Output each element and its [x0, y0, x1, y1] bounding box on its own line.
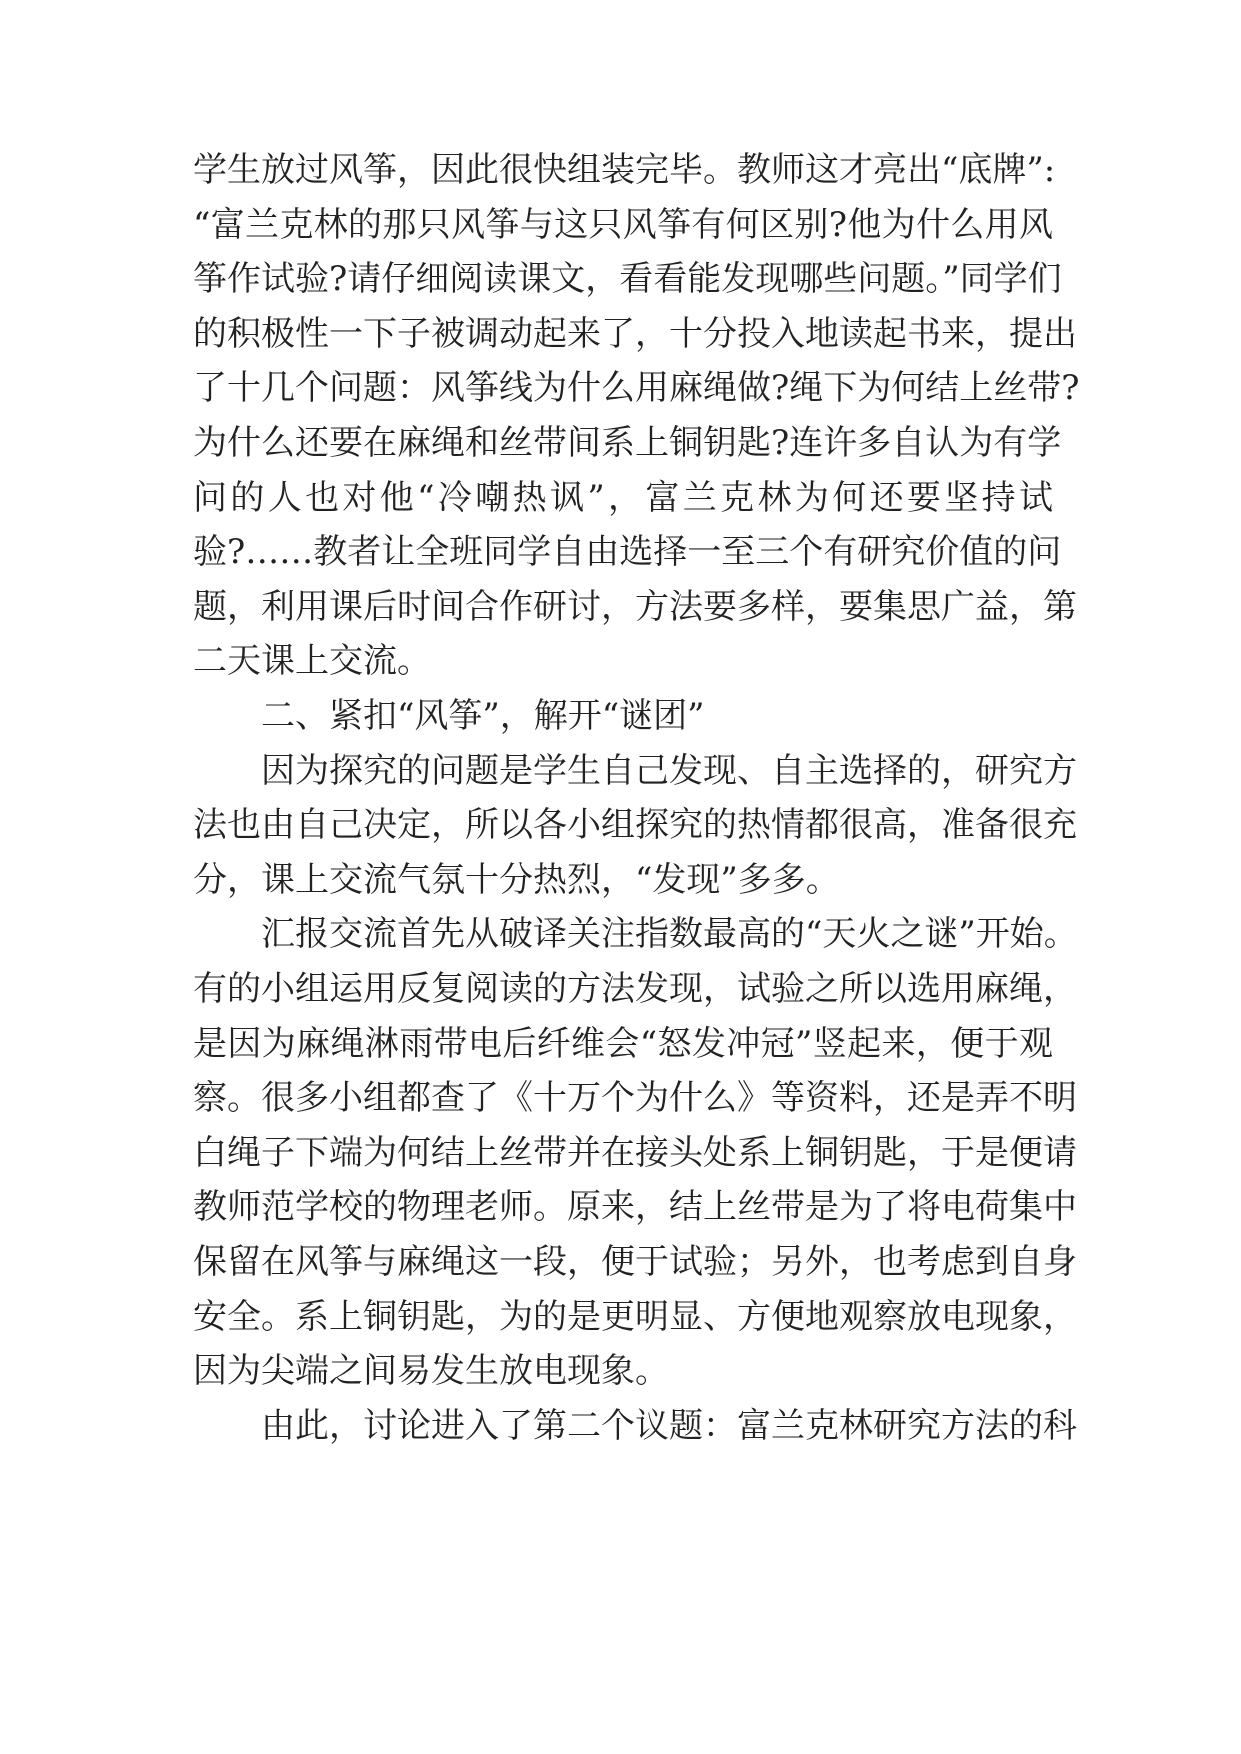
- paragraph-line: “富兰克林的那只风筝与这只风筝有何区别?他为什么用风: [193, 205, 1053, 245]
- paragraph-line: 察。很多小组都查了《十万个为什么》等资料，还是弄不明: [193, 1078, 1077, 1118]
- paragraph-line: 法也由自己决定，所以各小组探究的热情都很高，准备很充: [193, 805, 1077, 845]
- paragraph-line: 验?……教者让全班同学自由选择一至三个有研究价值的问: [193, 532, 1062, 572]
- paragraph-line: 二天课上交流。: [193, 641, 431, 681]
- paragraph-line: 保留在风筝与麻绳这一段，便于试验；另外，也考虑到自身: [193, 1242, 1077, 1282]
- paragraph-line: 由此，讨论进入了第二个议题：富兰克林研究方法的科: [261, 1406, 1077, 1446]
- paragraph-line: 问的人也对他“冷嘲热讽”，富兰克林为何还要坚持试: [193, 478, 1053, 518]
- paragraph-line: 因为尖端之间易发生放电现象。: [193, 1351, 669, 1391]
- paragraph-line: 是因为麻绳淋雨带电后纤维会“怒发冲冠”竖起来，便于观: [193, 1024, 1053, 1064]
- paragraph-line: 学生放过风筝，因此很快组装完毕。教师这才亮出“底牌”:: [193, 150, 1056, 190]
- paragraph-line: 题，利用课后时间合作研讨，方法要多样，要集思广益，第: [193, 587, 1077, 627]
- paragraph-line: 教师范学校的物理老师。原来，结上丝带是为了将电荷集中: [193, 1187, 1077, 1227]
- paragraph-line: 白绳子下端为何结上丝带并在接头处系上铜钥匙，于是便请: [193, 1133, 1077, 1173]
- section-heading: 二、紧扣“风筝”，解开“谜团”: [261, 696, 705, 736]
- paragraph-line: 分，课上交流气氛十分热烈，“发现”多多。: [193, 860, 840, 900]
- paragraph-line: 筝作试验?请仔细阅读课文，看看能发现哪些问题。”同学们: [193, 259, 1062, 299]
- paragraph-line: 因为探究的问题是学生自己发现、自主选择的，研究方: [261, 751, 1077, 791]
- paragraph-line: 为什么还要在麻绳和丝带间系上铜钥匙?连许多自认为有学: [193, 423, 1062, 463]
- paragraph-line: 汇报交流首先从破译关注指数最高的“天火之谜”开始。: [261, 914, 1078, 954]
- paragraph-line: 了十几个问题：风筝线为什么用麻绳做?绳下为何结上丝带?: [193, 368, 1080, 408]
- paragraph-line: 安全。系上铜钥匙，为的是更明显、方便地观察放电现象，: [193, 1297, 1077, 1337]
- paragraph-line: 的积极性一下子被调动起来了，十分投入地读起书来，提出: [193, 314, 1077, 354]
- paragraph-line: 有的小组运用反复阅读的方法发现，试验之所以选用麻绳，: [193, 969, 1077, 1009]
